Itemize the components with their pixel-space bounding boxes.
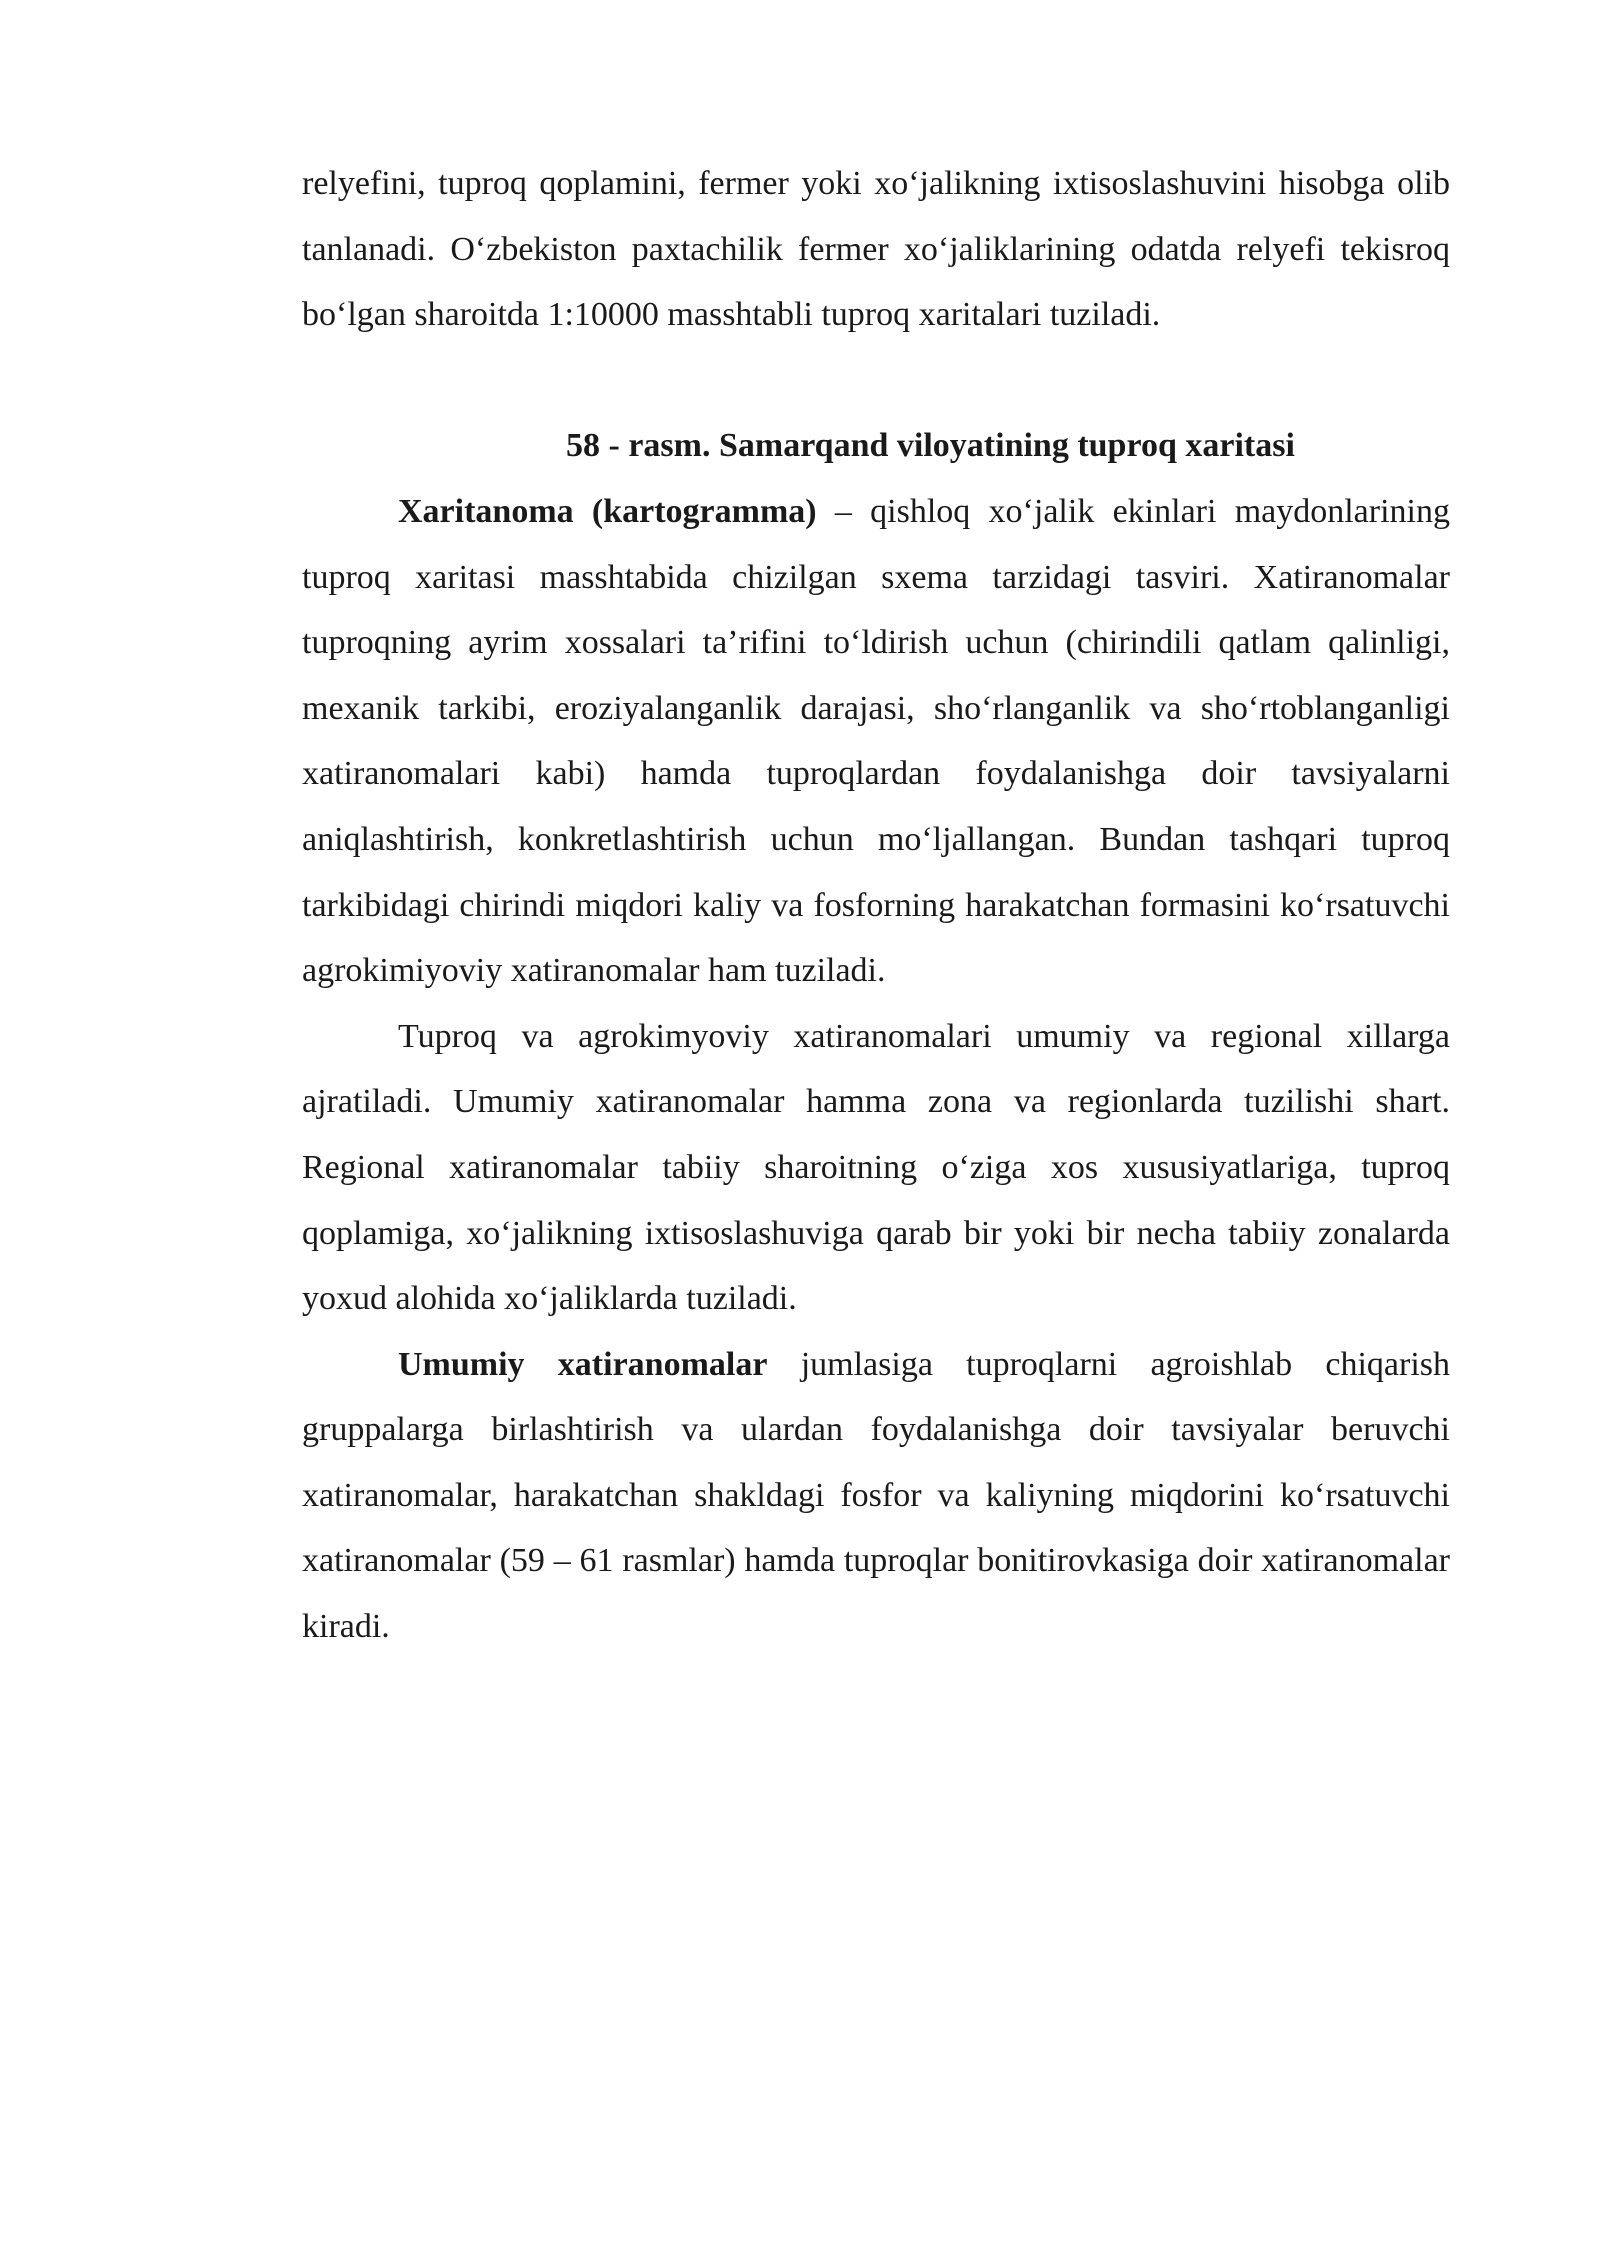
paragraph-2-term: Xaritanoma (kartogramma) [398,492,817,530]
paragraph-2 [302,479,1450,1004]
text-body [302,151,1450,1660]
paragraph-3: Tuproq va agrokimyoviy xatiranomalari umumiy va regional xillarga ajratiladi. Umumiy xatiranomalar hamma zona va regionlarda tuzilishi shart. Regional xatiranomalar tabiiy sharoitning o‘ziga xos xususiyatlariga, tuproq qoplamiga, xo‘jalikning ixtisoslashuviga qarab bir yoki bir necha tabiiy zonalarda yoxud alohida xo‘jaliklarda tuziladi. [302,1017,1450,1318]
paragraph-4 [302,1332,1450,1660]
figure-caption: 58 - rasm. Samarqand viloyatining tuproq xaritasi [566,427,1295,465]
paragraph-4-term: Umumiy xatiranomalar [398,1345,768,1383]
paragraph-1: relyefini, tuproq qoplamini, fermer yoki xo‘jalikning ixtisoslashuvini hisobga olib tanlanadi. O‘zbekiston paxtachilik fermer xo‘jaliklarining odatda relyefi tekisroq bo‘lgan sharoitda 1:10000 masshtabli tuproq xaritalari tuziladi. [302,165,1450,334]
paragraph-4-text: jumlasiga tuproqlarni agroishlab chiqarish gruppalarga birlashtirish va ulardan foydalanishga doir tavsiyalar beruvchi xatiranomalar, harakatchan shakldagi fosfor va kaliyning miqdorini ko‘rsatuvchi xatiranomalar (59 – 61 rasmlar) hamda tuproqlar bonitirovkasiga doir xatiranomalar kiradi. [302,1345,1451,1646]
paragraph-2-text: – qishloq xo‘jalik ekinlari maydonlarining tuproq xaritasi masshtabida chizilgan sxema tarzidagi tasviri. Xatiranomalar tuproqning ayrim xossalari ta’rifini to‘ldirish uchun (chirindili qatlam qalinligi, mexanik tarkibi, eroziyalanganlik darajasi, sho‘rlanganlik va sho‘rtoblanganligi xatiranomalari kabi) hamda tuproqlardan foydalanishga doir tavsiyalarni aniqlashtirish, konkretlashtirish uchun mo‘ljallangan. Bundan tashqari tuproq tarkibidagi chirindi miqdori kaliy va fosforning harakatchan formasini ko‘rsatuvchi agrokimiyoviy xatiranomalar ham tuziladi. [302,492,1450,990]
